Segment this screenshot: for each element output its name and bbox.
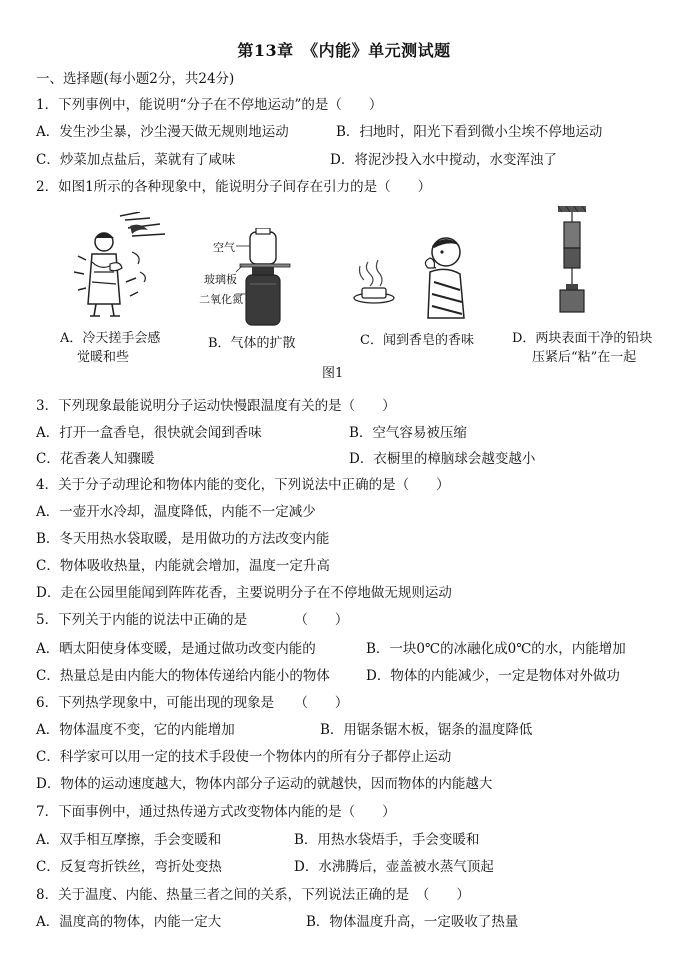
q4-stem: 4．关于分子动理论和物体内能的变化，下列说法中正确的是（ ） xyxy=(36,477,450,493)
figure-c-caption: C．闻到香皂的香味 xyxy=(360,333,474,348)
q1-option-a: A．发生沙尘暴，沙尘漫天做无规则地运动 xyxy=(36,124,289,140)
figure-a-rubbing-hands-illustration xyxy=(70,212,170,322)
q2-stem: 2．如图1所示的各种现象中，能说明分子间存在引力的是（ ） xyxy=(36,179,432,195)
q7-option-b: B．用热水袋焐手，手会变暖和 xyxy=(294,832,480,848)
figure-d-lead-blocks-illustration xyxy=(552,206,592,324)
q3-option-d: D．衣橱里的樟脑球会越变越小 xyxy=(349,451,536,467)
q6-option-d: D．物体的运动速度越大，物体内部分子运动的就越快，因而物体的内能越大 xyxy=(36,776,493,792)
figure-b-label-air: 空气 xyxy=(213,241,235,254)
q3-option-b: B．空气容易被压缩 xyxy=(349,425,467,441)
q3-option-a: A．打开一盒香皂，很快就会闻到香味 xyxy=(36,425,262,441)
q3-option-c: C．花香袭人知骤暖 xyxy=(36,451,155,467)
q1-option-d: D．将泥沙投入水中搅动，水变浑浊了 xyxy=(330,152,557,168)
q1-option-c: C．炒菜加点盐后，菜就有了咸味 xyxy=(36,152,236,168)
q7-option-d: D．水沸腾后，壶盖被水蒸气顶起 xyxy=(294,859,494,875)
q1-stem: 1．下列事例中，能说明“分子在不停地运动”的是（ ） xyxy=(36,97,383,113)
page-title: 第13章 《内能》单元测试题 xyxy=(237,41,451,60)
q6-stem: 6．下列热学现象中，可能出现的现象是 （ ） xyxy=(36,695,349,711)
q3-stem: 3．下列现象最能说明分子运动快慢跟温度有关的是（ ） xyxy=(36,398,396,414)
figure-d-caption-line1: D．两块表面干净的铅块 xyxy=(512,331,653,346)
figure-b-label-no2: 二氧化氮 xyxy=(199,293,243,306)
figure-number-label: 图1 xyxy=(322,366,344,381)
q5-option-a: A．晒太阳使身体变暖，是通过做功改变内能的 xyxy=(36,641,316,657)
figure-d-caption-line2: 压紧后“粘”在一起 xyxy=(532,350,637,365)
figure-b-label-glass: 玻璃板 xyxy=(204,273,237,286)
q5-stem: 5．下列关于内能的说法中正确的是 （ ） xyxy=(36,612,349,628)
section-heading: 一、选择题(每小题2分，共24分) xyxy=(36,71,235,87)
q8-option-b: B．物体温度升高，一定吸收了热量 xyxy=(306,914,519,930)
q5-option-b: B．一块0℃的冰融化成0℃的水，内能增加 xyxy=(366,641,626,657)
q4-option-a: A．一壶开水冷却，温度降低，内能不一定减少 xyxy=(36,504,316,520)
q4-option-b: B．冬天用热水袋取暖，是用做功的方法改变内能 xyxy=(36,531,330,547)
q8-stem: 8．关于温度、内能、热量三者之间的关系，下列说法正确的是 （ ） xyxy=(36,887,470,903)
q8-option-a: A．温度高的物体，内能一定大 xyxy=(36,914,222,930)
q4-option-c: C．物体吸收热量，内能就会增加，温度一定升高 xyxy=(36,558,330,574)
q7-option-c: C．反复弯折铁丝，弯折处变热 xyxy=(36,859,222,875)
q1-option-b: B．扫地时，阳光下看到微小尘埃不停地运动 xyxy=(336,124,603,140)
q7-stem: 7．下面事例中，通过热传递方式改变物体内能的是（ ） xyxy=(36,804,396,820)
q6-option-a: A．物体温度不变，它的内能增加 xyxy=(36,722,235,738)
q4-option-d: D．走在公园里能闻到阵阵花香，主要说明分子在不停地做无规则运动 xyxy=(36,585,452,601)
q5-option-d: D．物体的内能减少，一定是物体对外做功 xyxy=(366,668,620,684)
figure-c-soap-illustration xyxy=(350,258,400,308)
q5-option-c: C．热量总是由内能大的物体传递给内能小的物体 xyxy=(36,668,330,684)
figure-b-caption: B．气体的扩散 xyxy=(208,336,296,351)
figure-c-person-smelling-illustration xyxy=(420,232,470,322)
figure-a-caption-line1: A．冷天搓手会感 xyxy=(60,331,161,346)
q6-option-c: C．科学家可以用一定的技术手段使一个物体内的所有分子都停止运动 xyxy=(36,749,452,765)
figure-a-caption-line2: 觉暖和些 xyxy=(77,350,130,365)
q6-option-b: B．用锯条锯木板，锯条的温度降低 xyxy=(320,722,533,738)
q7-option-a: A．双手相互摩擦，手会变暖和 xyxy=(36,832,222,848)
